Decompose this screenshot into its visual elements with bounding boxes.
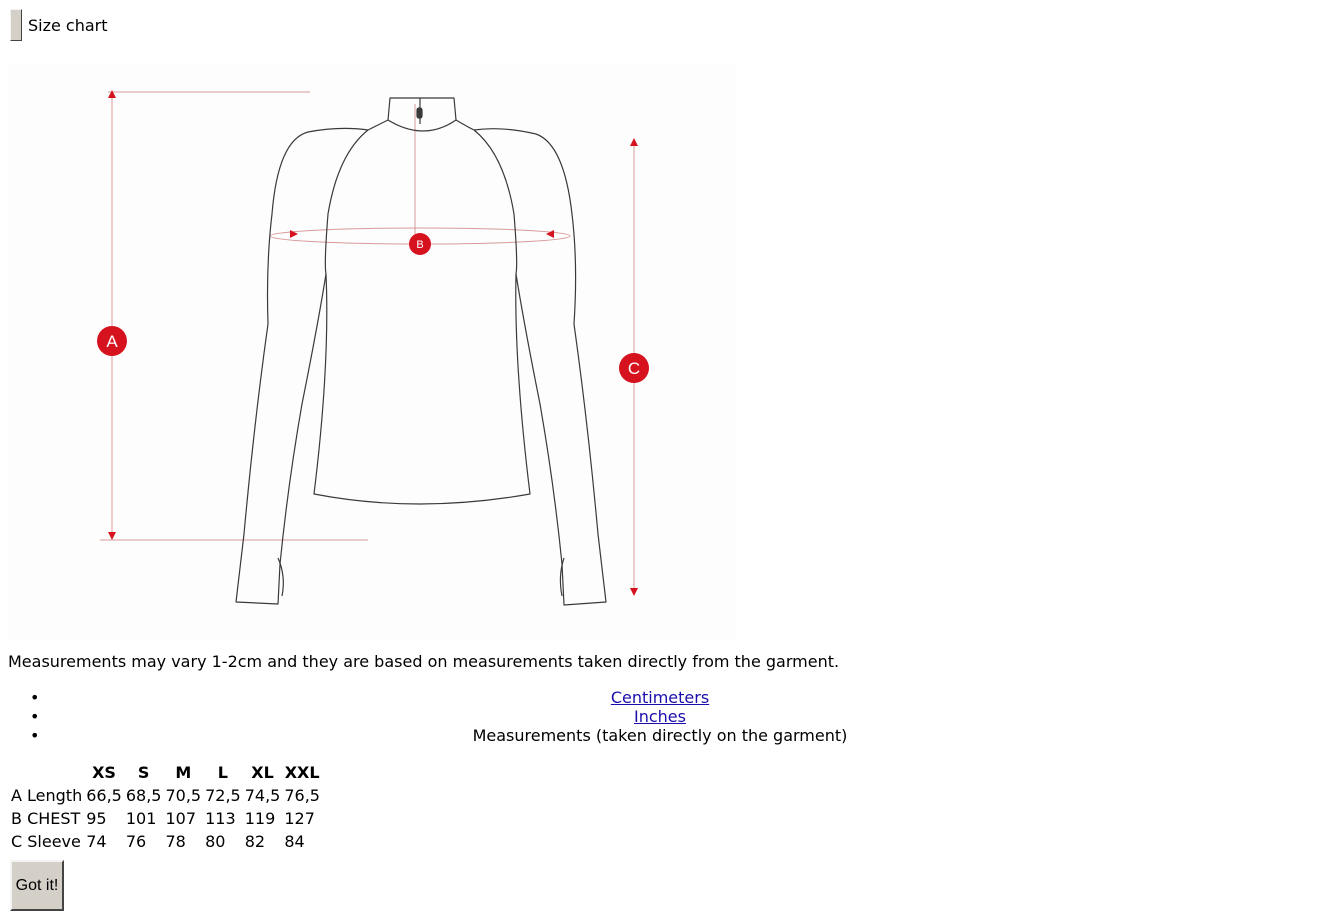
tab-centimeters-link[interactable]: Centimeters xyxy=(610,688,710,707)
table-cell: 74,5 xyxy=(244,786,281,805)
measurement-note: Measurements may vary 1-2cm and they are based on measurements taken directly from the garment. xyxy=(8,652,840,671)
table-header-cell: XS xyxy=(92,763,116,782)
table-cell: 80 xyxy=(205,832,226,851)
size-chart-toggle-button[interactable] xyxy=(10,9,22,41)
table-cell: 82 xyxy=(244,832,266,851)
table-cell: 68,5 xyxy=(125,786,162,805)
table-cell: 84 xyxy=(284,832,305,851)
tab-inches-link[interactable]: Inches xyxy=(634,707,686,726)
marker-b xyxy=(409,233,431,255)
table-row xyxy=(10,831,321,852)
got-it-button[interactable]: Got it! xyxy=(10,860,64,911)
garment-diagram xyxy=(8,64,736,640)
marker-a xyxy=(97,326,127,356)
table-cell: 127 xyxy=(284,809,315,828)
table-header-cell xyxy=(10,762,83,783)
table-cell: 95 xyxy=(86,809,107,828)
table-cell: C Sleeve xyxy=(11,832,81,851)
table-cell: 72,5 xyxy=(205,786,241,805)
table-cell: 78 xyxy=(165,832,186,851)
table-cell: 66,5 xyxy=(86,786,122,805)
table-header-cell: M xyxy=(175,763,192,782)
table-cell: 76,5 xyxy=(284,786,320,805)
table-cell: 113 xyxy=(205,809,236,828)
table-row xyxy=(10,785,321,806)
table-cell: 76 xyxy=(125,832,147,851)
tab-centimeters[interactable]: • Centimeters xyxy=(30,688,710,707)
svg-text:C: C xyxy=(627,359,641,378)
marker-c xyxy=(619,353,649,383)
tab-measurements-label: Measurements (taken directly on the garment) xyxy=(472,726,848,745)
svg-text:A: A xyxy=(106,332,118,351)
garment-measurement-illustration xyxy=(8,64,736,640)
table-cell: 101 xyxy=(125,809,157,828)
table-cell: B CHEST xyxy=(11,809,81,828)
size-chart-title: Size chart xyxy=(28,15,108,35)
unit-tabs xyxy=(0,688,848,745)
table-cell: 119 xyxy=(244,809,276,828)
size-chart-toggle[interactable] xyxy=(10,8,108,42)
svg-text:B: B xyxy=(416,239,424,251)
size-table xyxy=(8,760,323,854)
table-cell: A Length xyxy=(11,786,83,805)
table-header-cell: XXL xyxy=(284,763,320,782)
table-cell: 107 xyxy=(165,809,197,828)
table-header-cell: S xyxy=(137,763,150,782)
table-cell: 74 xyxy=(86,832,107,851)
table-row xyxy=(10,808,321,829)
table-header-cell: XL xyxy=(251,763,274,782)
size-table-header-row xyxy=(10,762,321,783)
tab-measurements: • Measurements (taken directly on the garment) xyxy=(30,726,848,745)
table-cell: 70,5 xyxy=(165,786,202,805)
table-header-cell: L xyxy=(217,763,228,782)
tab-inches[interactable]: • Inches xyxy=(30,707,686,726)
